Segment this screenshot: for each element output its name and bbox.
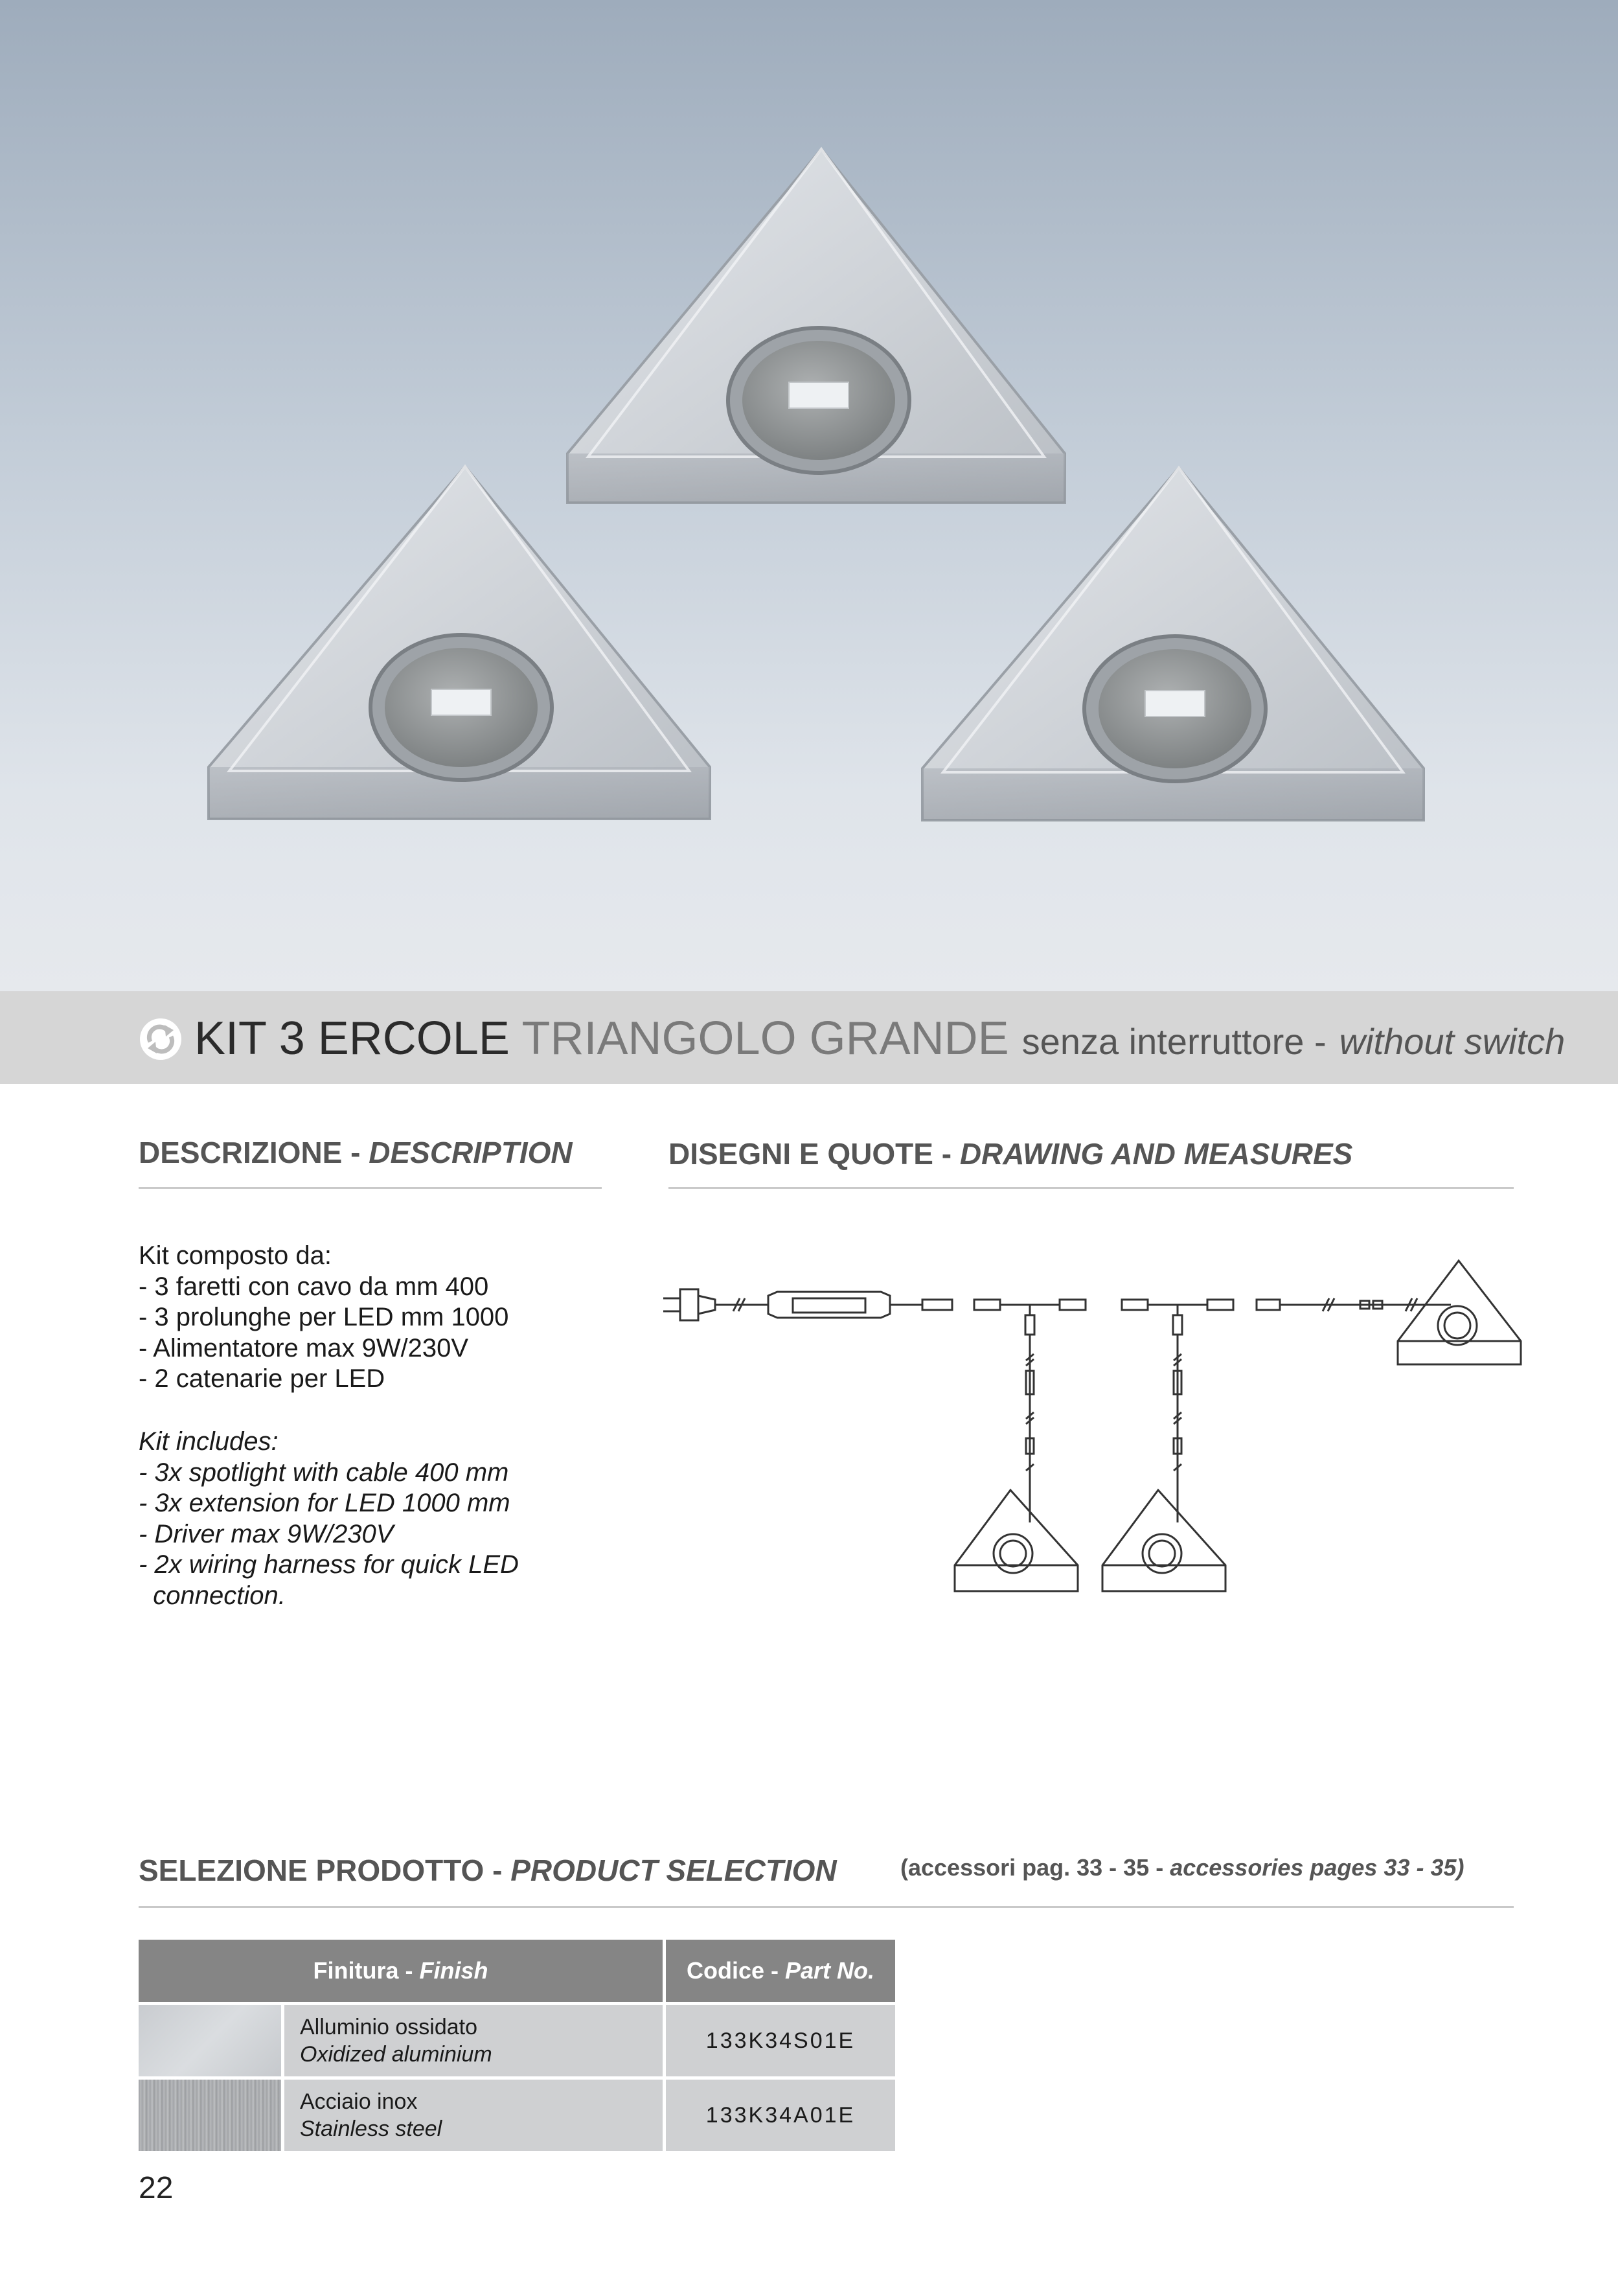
selection-heading [139,1853,837,1888]
spotlight-icon-bottom-2 [1102,1490,1225,1591]
title-kit: KIT 3 ERCOLE [194,1013,510,1064]
finish-name: Acciaio inox Stainless steel [284,2080,663,2151]
part-code: 133K34A01E [666,2080,895,2151]
light-right [922,468,1424,820]
description-text-it: Kit composto da: - 3 faretti con cavo da mm 400 - 3 prolunghe per LED mm 1000 - Alimentatore max 9W/230V - 2 catenarie per LED [139,1241,509,1393]
selection-heading-it: SELEZIONE PRODOTTO - [139,1854,511,1887]
drawing-rule [668,1187,1514,1189]
code-header: Codice - Part No. [666,1940,895,2002]
title-model: TRIANGOLO GRANDE [521,1013,1009,1064]
page-title [194,1009,1565,1071]
selection-rule [139,1906,1514,1908]
selection-note-it: (accessori pag. 33 - 35 - [900,1854,1170,1881]
drawing-heading-en: DRAWING AND MEASURES [959,1137,1353,1171]
part-code: 133K34S01E [666,2005,895,2076]
description-text-en: Kit includes: - 3x spotlight with cable 400 mm - 3x extension for LED 1000 mm - Driver max 9W/230V - 2x wiring harness for quick LED connection. [139,1427,519,1610]
finish-header: Finitura - Finish [139,1940,663,2002]
junction-2 [1122,1300,1233,1522]
description-heading-it: DESCRIZIONE - [139,1136,369,1169]
product-photo [0,0,1618,991]
spotlight-icon-right [1398,1261,1521,1364]
description-heading-en: DESCRIPTION [369,1136,573,1169]
table-row [139,2080,895,2151]
title-band [0,991,1618,1084]
description-heading [139,1135,573,1170]
product-table [135,1936,898,2154]
finish-swatch-steel [139,2080,281,2151]
title-variant-it: senza interruttore - [1021,1021,1327,1062]
title-variant-en: without switch [1339,1021,1566,1062]
finish-swatch-aluminium [139,2005,281,2076]
plug-icon [663,1289,768,1320]
table-row [139,2005,895,2076]
wiring-drawing [648,1244,1529,1613]
selection-heading-en: PRODUCT SELECTION [510,1854,837,1887]
drawing-heading-it: DISEGNI E QUOTE - [668,1137,960,1171]
description-rule [139,1187,602,1189]
selection-note-en: accessories pages 33 - 35) [1170,1854,1464,1881]
junction-1 [974,1300,1086,1522]
light-top [567,149,1065,503]
driver-icon [768,1292,952,1318]
drawing-heading [668,1136,1352,1171]
table-header-row [139,1940,895,2002]
light-left [209,466,710,819]
spotlight-icon-bottom-1 [955,1490,1078,1591]
finish-name: Alluminio ossidato Oxidized aluminium [284,2005,663,2076]
selection-note [900,1854,1464,1881]
triangle-lights-illustration [0,0,1618,991]
recycle-arrows-icon [139,1017,183,1061]
page-number: 22 [139,2171,174,2205]
